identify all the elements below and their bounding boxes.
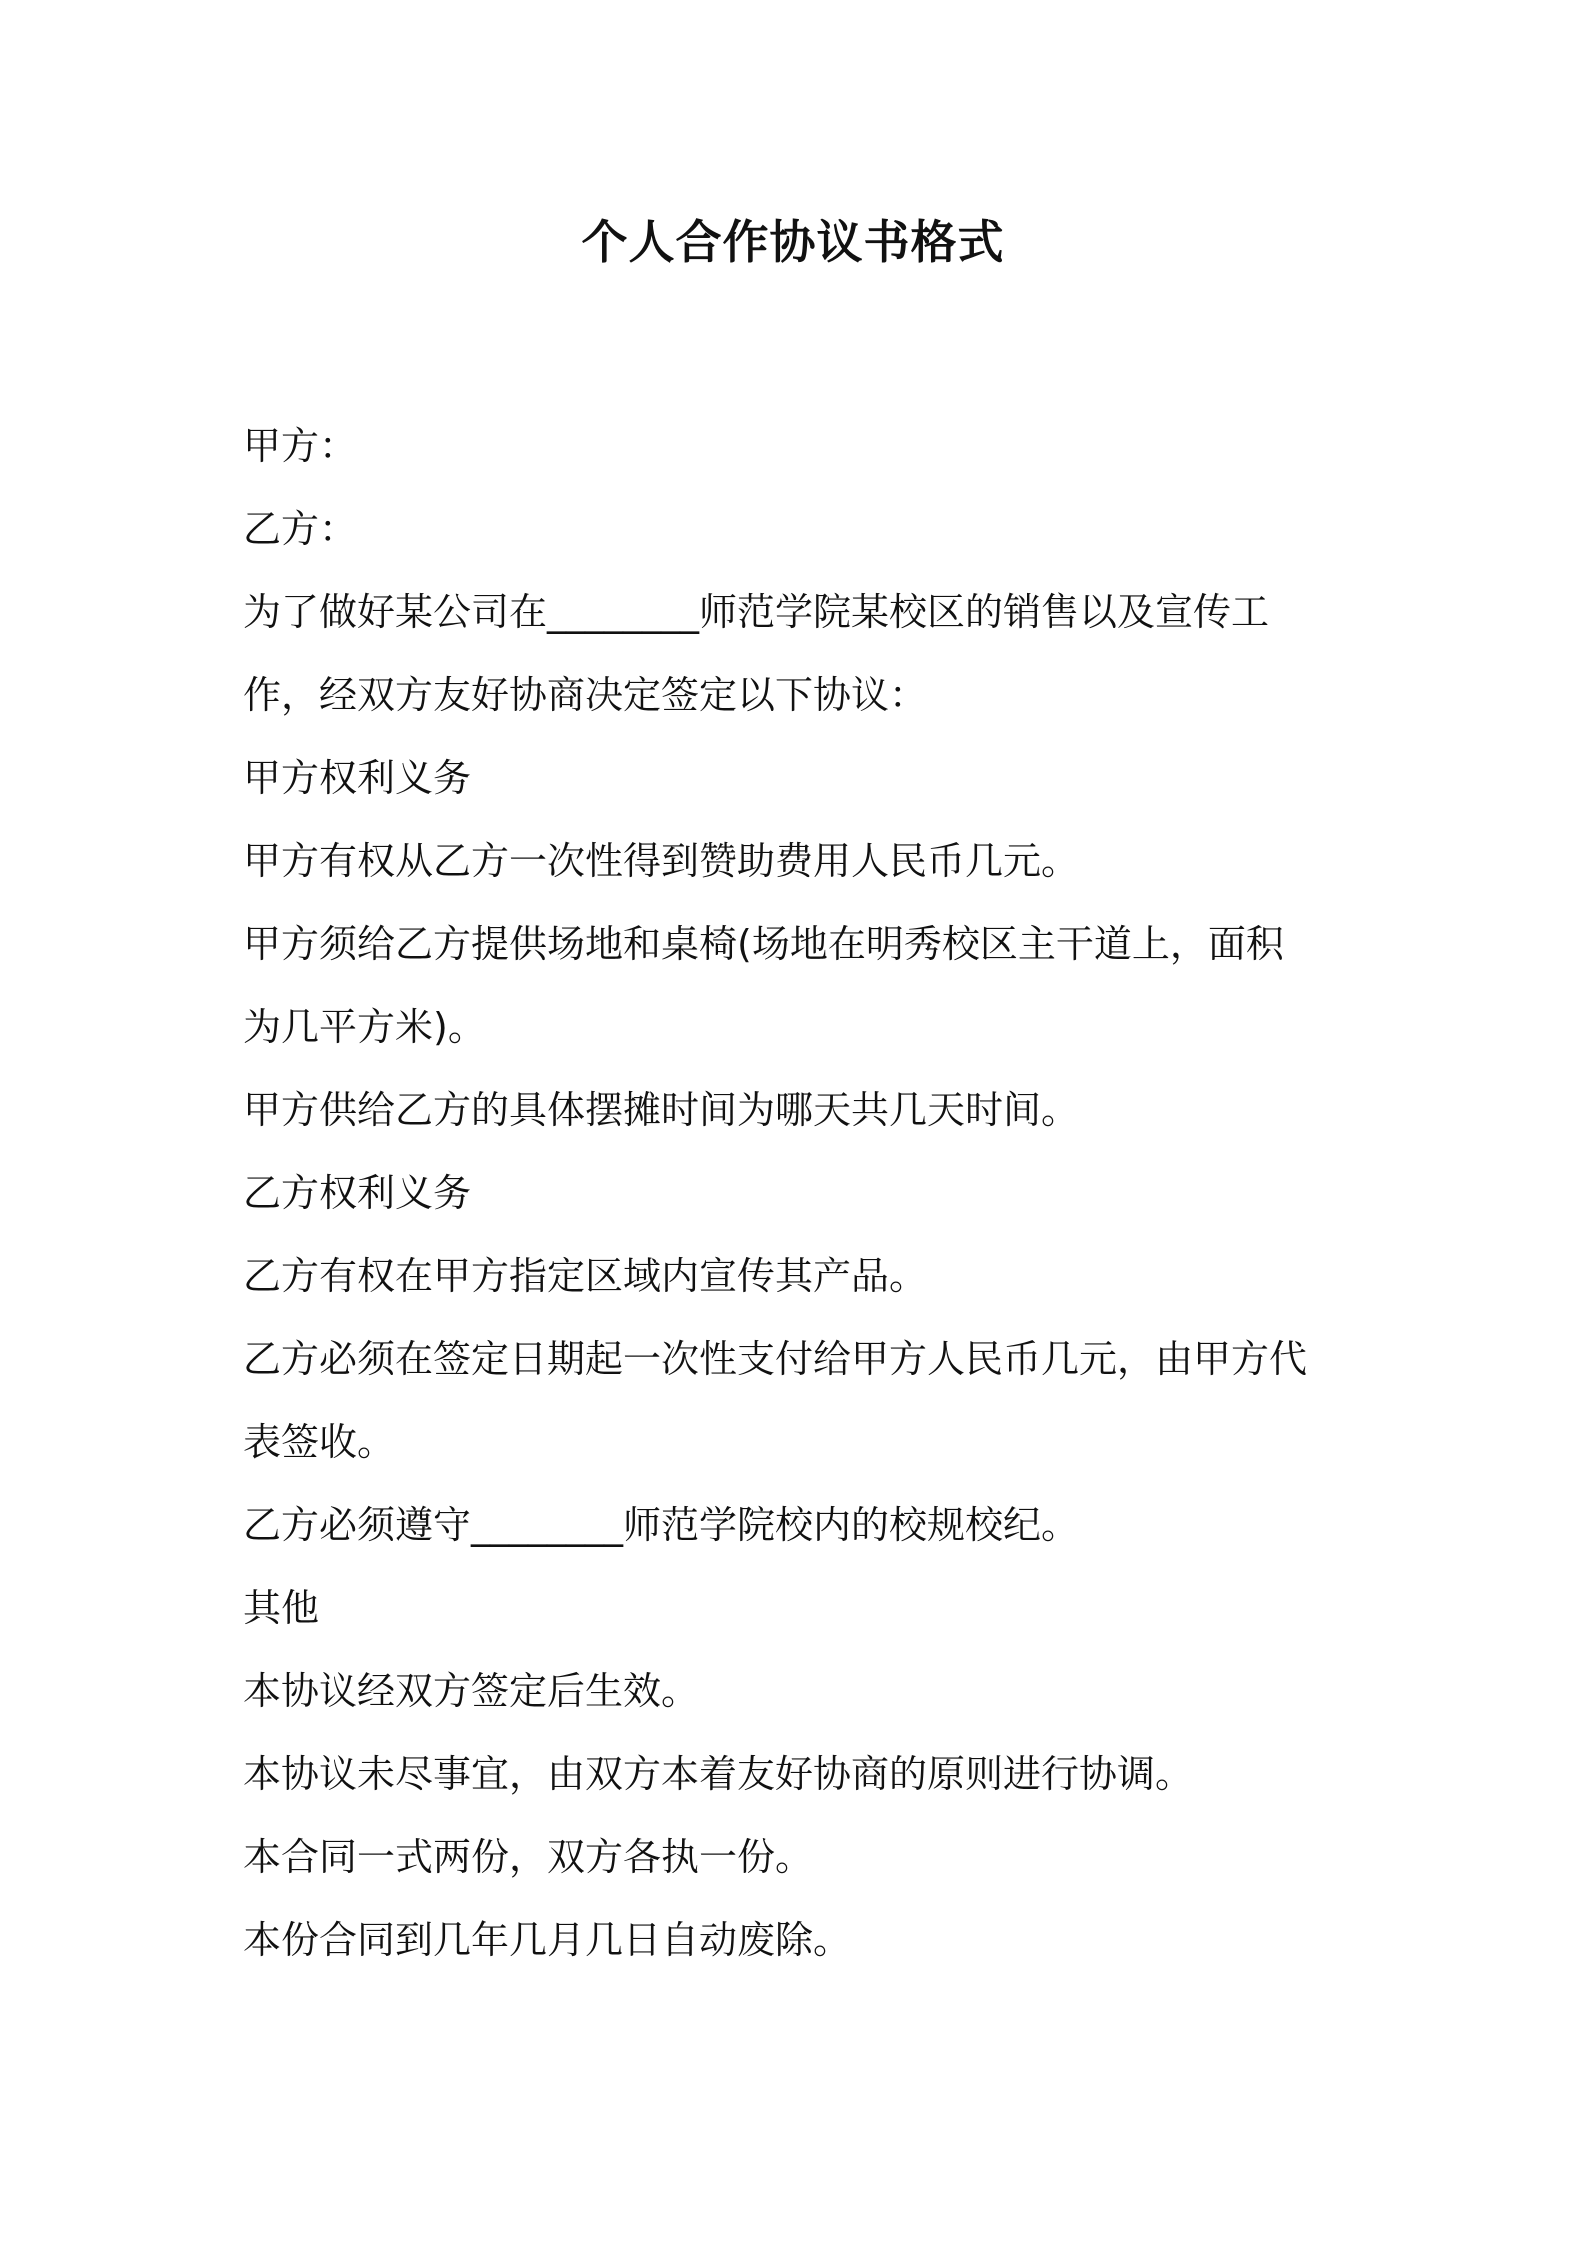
other-clause-1: 本协议经双方签定后生效。 <box>243 1669 700 1713</box>
party-a-rights-heading: 甲方权利义务 <box>243 756 472 800</box>
party-a-right-3: 甲方供给乙方的具体摆摊时间为哪天共几天时间。 <box>243 1088 1080 1132</box>
party-b-right-2-line-1: 乙方必须在签定日期起一次性支付给甲方人民币几元，由甲方代 <box>243 1337 1308 1381</box>
party-a-right-1: 甲方有权从乙方一次性得到赞助费用人民币几元。 <box>243 839 1080 883</box>
party-b-line: 乙方： <box>243 507 358 551</box>
other-heading: 其他 <box>243 1586 320 1630</box>
document-title: 个人合作协议书格式 <box>581 215 1005 269</box>
party-b-right-2-line-2: 表签收。 <box>243 1420 396 1464</box>
party-a-line: 甲方： <box>243 424 358 468</box>
other-clause-2: 本协议未尽事宜，由双方本着友好协商的原则进行协调。 <box>243 1752 1194 1796</box>
other-clause-4: 本份合同到几年几月几日自动废除。 <box>243 1918 852 1962</box>
party-b-right-1: 乙方有权在甲方指定区域内宣传其产品。 <box>243 1254 928 1298</box>
party-a-right-2-line-2: 为几平方米)。 <box>243 1005 486 1049</box>
party-b-rights-heading: 乙方权利义务 <box>243 1171 472 1215</box>
party-b-right-3: 乙方必须遵守________师范学院校内的校规校纪。 <box>243 1503 1080 1547</box>
purpose-line-2: 作，经双方友好协商决定签定以下协议： <box>243 673 928 717</box>
party-a-right-2-line-1: 甲方须给乙方提供场地和桌椅(场地在明秀校区主干道上，面积 <box>243 922 1284 966</box>
document-body <box>243 405 1353 1982</box>
other-clause-3: 本合同一式两份，双方各执一份。 <box>243 1835 814 1879</box>
purpose-line-1: 为了做好某公司在________师范学院某校区的销售以及宣传工 <box>243 590 1270 634</box>
